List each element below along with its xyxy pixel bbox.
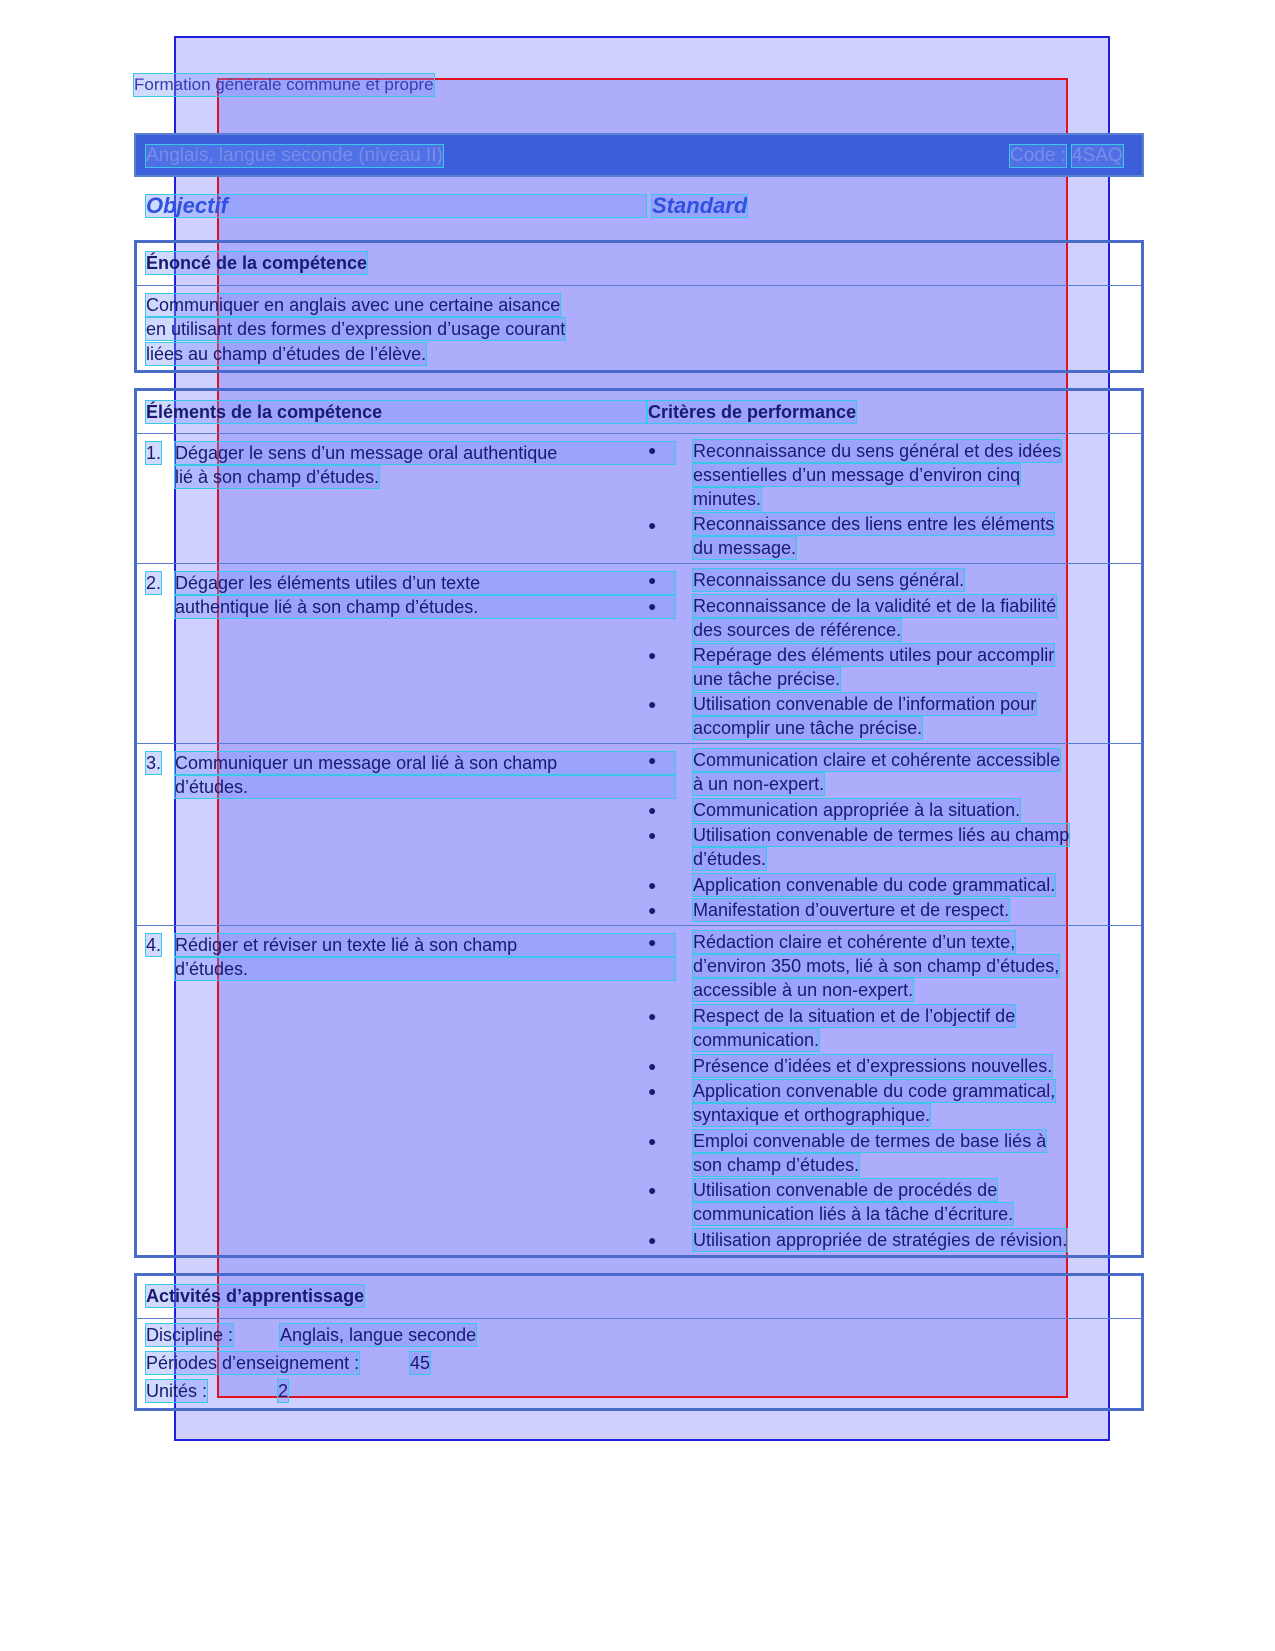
criterion-line: Reconnaissance de la validité et de la fiabilité: [693, 596, 1057, 616]
bullet: ●: [648, 1008, 657, 1024]
enonce-line: Communiquer en anglais avec une certaine aisance: [146, 295, 561, 315]
criterion-line: accomplir une tâche précise.: [693, 718, 923, 738]
periodes-label: Périodes d’enseignement :: [146, 1353, 360, 1373]
discipline-label: Discipline :: [146, 1325, 234, 1345]
criterion-line: Reconnaissance des liens entre les éléments: [693, 514, 1055, 534]
bullet: ●: [648, 752, 657, 768]
criterion-line: Repérage des éléments utiles pour accomplir: [693, 645, 1055, 665]
element-line: Communiquer un message oral lié à son champ: [175, 752, 675, 774]
bullet: ●: [648, 827, 657, 843]
element-line: d’études.: [175, 958, 675, 980]
element-number: 4.: [146, 935, 162, 955]
standard-label: Standard: [652, 193, 748, 218]
enonce-heading: Énoncé de la compétence: [146, 253, 368, 273]
bullet: ●: [648, 696, 657, 712]
bullet: ●: [648, 647, 657, 663]
element-line: Dégager le sens d’un message oral authentique: [175, 442, 675, 464]
divider: [136, 563, 1142, 564]
criterion-line: Emploi convenable de termes de base liés à: [693, 1131, 1047, 1151]
enonce-line: en utilisant des formes d’expression d’usage courant: [146, 319, 566, 339]
bullet: ●: [648, 1182, 657, 1198]
bullet: ●: [648, 1133, 657, 1149]
objectif-label: Objectif: [146, 195, 646, 217]
periodes-value: 45: [410, 1353, 431, 1373]
criterion-line: Présence d’idées et d’expressions nouvelles.: [693, 1056, 1053, 1076]
element-line: Rédiger et réviser un texte lié à son champ: [175, 934, 675, 956]
criterion-line: d’études.: [693, 849, 767, 869]
element-line: authentique lié à son champ d’études.: [175, 596, 675, 618]
element-number: 1.: [146, 443, 162, 463]
criterion-line: Reconnaissance du sens général.: [693, 570, 965, 590]
criteria-heading: Critères de performance: [648, 402, 857, 422]
criterion-line: minutes.: [693, 489, 762, 509]
bullet: ●: [648, 802, 657, 818]
element-line: d’études.: [175, 776, 675, 798]
criterion-line: syntaxique et orthographique.: [693, 1105, 931, 1125]
bullet: ●: [648, 517, 657, 533]
bullet: ●: [648, 598, 657, 614]
criterion-line: Reconnaissance du sens général et des idées: [693, 441, 1062, 461]
title-bar: [134, 133, 1144, 177]
page-header: Formation générale commune et propre: [134, 75, 434, 94]
criterion-line: Communication appropriée à la situation.: [693, 800, 1021, 820]
divider: [136, 1318, 1142, 1319]
criterion-line: des sources de référence.: [693, 620, 902, 640]
element-line: Dégager les éléments utiles d’un texte: [175, 572, 675, 594]
element-number: 2.: [146, 573, 162, 593]
criterion-line: d’environ 350 mots, lié à son champ d’études,: [693, 956, 1060, 976]
unites-value: 2: [278, 1381, 289, 1401]
criterion-line: Utilisation appropriée de stratégies de révision.: [693, 1230, 1068, 1250]
divider: [136, 433, 1142, 434]
unites-label: Unités :: [146, 1381, 208, 1401]
criterion-line: Respect de la situation et de l’objectif de: [693, 1006, 1016, 1026]
criterion-line: communication liés à la tâche d’écriture.: [693, 1204, 1014, 1224]
criterion-line: son champ d’études.: [693, 1155, 860, 1175]
criterion-line: Communication claire et cohérente accessible: [693, 750, 1061, 770]
bullet: ●: [648, 934, 657, 950]
criterion-line: Manifestation d’ouverture et de respect.: [693, 900, 1010, 920]
divider: [136, 285, 1142, 286]
bullet: ●: [648, 1083, 657, 1099]
criterion-line: Utilisation convenable de l’information pour: [693, 694, 1037, 714]
criterion-line: à un non-expert.: [693, 774, 825, 794]
enonce-line: liées au champ d’études de l’élève.: [146, 344, 427, 364]
bullet: ●: [648, 442, 657, 458]
criterion-line: Application convenable du code grammatical,: [693, 1081, 1056, 1101]
divider: [136, 743, 1142, 744]
criterion-line: Utilisation convenable de termes liés au champ: [693, 825, 1070, 845]
element-number: 3.: [146, 753, 162, 773]
bullet: ●: [648, 1058, 657, 1074]
bullet: ●: [648, 1232, 657, 1248]
criterion-line: Utilisation convenable de procédés de: [693, 1180, 998, 1200]
course-title: Anglais, langue seconde (niveau II): [146, 145, 443, 166]
activites-heading: Activités d’apprentissage: [146, 1286, 365, 1306]
bullet: ●: [648, 902, 657, 918]
code-value: 4SAQ: [1072, 145, 1123, 166]
criterion-line: une tâche précise.: [693, 669, 841, 689]
criterion-line: Rédaction claire et cohérente d’un texte,: [693, 932, 1016, 952]
criterion-line: accessible à un non-expert.: [693, 980, 914, 1000]
criterion-line: essentielles d’un message d’environ cinq: [693, 465, 1021, 485]
divider: [136, 925, 1142, 926]
criterion-line: communication.: [693, 1030, 820, 1050]
discipline-value: Anglais, langue seconde: [280, 1325, 477, 1345]
bullet: ●: [648, 572, 657, 588]
elements-heading: Éléments de la compétence: [146, 401, 646, 423]
code-label: Code :: [1010, 145, 1066, 166]
bullet: ●: [648, 877, 657, 893]
element-line: lié à son champ d’études.: [175, 467, 380, 487]
criterion-line: du message.: [693, 538, 797, 558]
criterion-line: Application convenable du code grammatical.: [693, 875, 1056, 895]
